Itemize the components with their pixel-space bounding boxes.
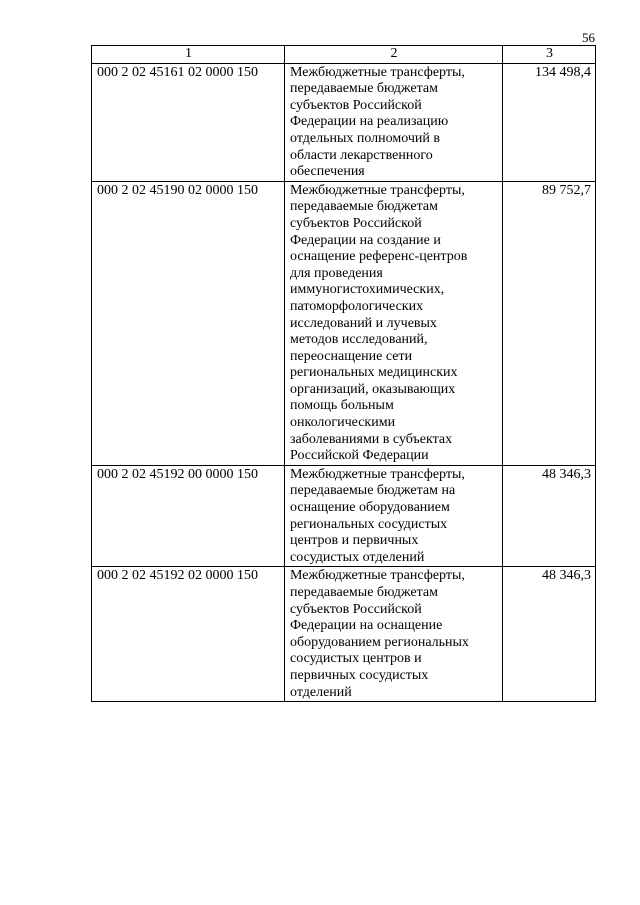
table-row — [92, 181, 596, 465]
table-row — [92, 63, 596, 181]
amount-cell: 134 498,4 — [503, 63, 596, 181]
description-cell: Межбюджетные трансферты, передаваемые бюджетам субъектов Российской Федерации на создание и оснащение референс-центров для проведения иммуногистохимических, патоморфологических исследований и лучевых методов исследований, переоснащение сети региональных медицинских организаций, оказывающих помощь больным онкологическими заболеваниями в субъектах Российской Федерации — [285, 181, 503, 465]
budget-code-cell: 000 2 02 45161 02 0000 150 — [92, 63, 285, 181]
budget-code-cell: 000 2 02 45192 02 0000 150 — [92, 567, 285, 702]
column-header-1: 1 — [92, 46, 285, 64]
table-header-row — [92, 46, 596, 64]
column-header-2: 2 — [285, 46, 503, 64]
table-row — [92, 567, 596, 702]
description-cell: Межбюджетные трансферты, передаваемые бюджетам субъектов Российской Федерации на реализацию отдельных полномочий в области лекарственного обеспечения — [285, 63, 503, 181]
budget-code-cell: 000 2 02 45190 02 0000 150 — [92, 181, 285, 465]
description-cell: Межбюджетные трансферты, передаваемые бюджетам на оснащение оборудованием региональных сосудистых центров и первичных сосудистых отделений — [285, 465, 503, 567]
amount-cell: 89 752,7 — [503, 181, 596, 465]
description-cell: Межбюджетные трансферты, передаваемые бюджетам субъектов Российской Федерации на оснащение оборудованием региональных сосудистых центров и первичных сосудистых отделений — [285, 567, 503, 702]
amount-cell: 48 346,3 — [503, 567, 596, 702]
column-header-3: 3 — [503, 46, 596, 64]
table-row — [92, 465, 596, 567]
amount-cell: 48 346,3 — [503, 465, 596, 567]
budget-table — [91, 45, 596, 702]
page-number: 56 — [582, 30, 595, 45]
budget-code-cell: 000 2 02 45192 00 0000 150 — [92, 465, 285, 567]
